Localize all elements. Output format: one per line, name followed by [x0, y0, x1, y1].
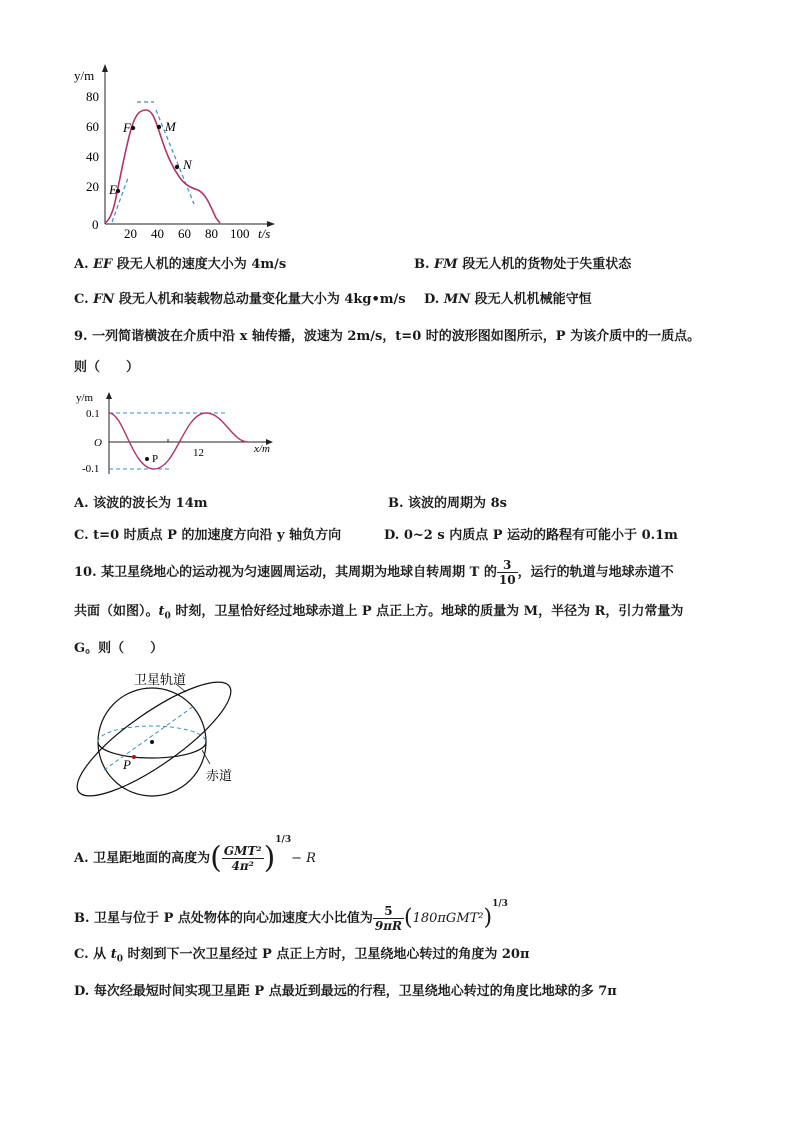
q9-stem-line-1: 9. 一列简谐横波在介质中沿 x 轴传播，波速为 2m/s，t=0 时的波形图如图所示，P 为该介质中的一质点。: [74, 329, 701, 344]
q8-c-var: FN: [93, 292, 115, 307]
q8-c-prefix: C.: [74, 292, 94, 307]
equator-label-leader: [202, 750, 210, 764]
q10-frac-den: 10: [498, 573, 516, 587]
q8-option-d: [424, 291, 592, 308]
x-tick-12: 12: [193, 447, 204, 459]
q10-a-text: A. 卫星距地面的高度为: [74, 851, 211, 866]
q10-a-tail: − R: [291, 851, 316, 866]
y-tick-80: 80: [86, 89, 99, 104]
q10-option-c: [74, 946, 529, 969]
y-tick-top: 0.1: [86, 408, 100, 420]
y-tick-bottom: -0.1: [82, 463, 100, 475]
q10-a-num: GMT²: [223, 844, 262, 858]
q8-b-prefix: B.: [414, 257, 435, 272]
y-axis-arrow: [102, 64, 108, 72]
y-axis-label: y/m: [74, 68, 95, 83]
q8-option-b: [414, 256, 631, 273]
point-p: [145, 457, 149, 461]
q8-option-c: [74, 291, 406, 308]
q8-c-text: 段无人机和装载物总动量变化量大小为 4kg•m/s: [114, 292, 406, 307]
q10-b-lparen: (: [403, 905, 413, 931]
label-n: N: [183, 157, 192, 172]
q10-stem-2b: 时刻，卫星恰好经过地球赤道上 P 点正上方。地球的质量为 M，半径为 R，引力常量为: [170, 604, 684, 619]
q10-option-a: [74, 818, 316, 881]
q8-d-text: 段无人机机械能守恒: [470, 292, 592, 307]
q10-b-den: 9πR: [374, 919, 402, 933]
label-p: P: [152, 453, 159, 465]
q10-stem-1b: ，运行的轨道与地球赤道不: [517, 565, 674, 580]
q9-wave-graph: [72, 388, 287, 480]
point-p: [132, 755, 136, 759]
q10-b-text: B. 卫星与位于 P 点处物体的向心加速度大小比值为: [74, 911, 373, 926]
q10-t0-sub: 0: [164, 611, 171, 622]
equator-label: 赤道: [206, 769, 233, 784]
q8-yt-graph: [70, 60, 290, 240]
q10-c-t0: t: [110, 947, 117, 962]
earth-center: [150, 740, 154, 744]
point-m: [157, 125, 161, 129]
x-tick-100: 100: [230, 226, 250, 240]
x-axis-label: x/m: [254, 443, 270, 455]
q10-option-d: D. 每次经最短时间实现卫星距 P 点最近到最远的行程，卫星绕地心转过的角度比地球的多 7π: [74, 984, 617, 999]
q8-a-text: 段无人机的速度大小为 4m/s: [112, 257, 287, 272]
label-p: P: [123, 757, 131, 772]
q8-a-prefix: A.: [74, 257, 94, 272]
q10-b-fraction: [373, 904, 404, 933]
q10-a-den: 4π²: [231, 859, 254, 873]
q9-option-a: A. 该波的波长为 14m: [74, 496, 208, 511]
q10-stem-1a: 10. 某卫星绕地心的运动视为匀速圆周运动，其周期为地球自转周期 T 的: [74, 565, 497, 580]
q10-t0: t: [158, 604, 165, 619]
label-m: M: [165, 119, 176, 134]
q10-c-text-1: C. 从: [74, 947, 111, 962]
q10-a-fraction: [222, 844, 264, 873]
x-tick-40: 40: [151, 226, 164, 240]
q10-stem-line-1: [74, 554, 674, 592]
q8-d-var: MN: [443, 292, 471, 307]
q8-a-var: EF: [93, 257, 113, 272]
q10-a-lparen: (: [210, 840, 222, 876]
q10-a-exp: 1/3: [275, 835, 292, 845]
q10-a-rparen: ): [263, 840, 276, 876]
q8-option-a: [74, 256, 286, 273]
q9-stem-line-2: 则（ ）: [74, 360, 140, 375]
wave-curve: [109, 413, 248, 469]
q10-orbit-figure: [68, 668, 248, 806]
y-tick-20: 20: [86, 179, 99, 194]
q8-d-prefix: D.: [424, 292, 444, 307]
q10-frac-num: 3: [497, 558, 518, 573]
q9-option-d: D. 0~2 s 内质点 P 运动的路程有可能小于 0.1m: [384, 528, 678, 543]
origin-label: O: [94, 437, 102, 449]
q10-b-inner: 180πGMT²: [412, 911, 484, 926]
x-tick-80: 80: [205, 226, 218, 240]
point-n: [175, 165, 179, 169]
y-tick-60: 60: [86, 119, 99, 134]
x-axis-label: t/s: [258, 226, 271, 240]
q10-option-b: [74, 882, 508, 941]
x-tick-60: 60: [178, 226, 191, 240]
q10-b-rparen: ): [483, 905, 493, 931]
q8-b-var: FM: [434, 257, 458, 272]
y-axis-arrow: [106, 392, 112, 399]
orbit-hidden: [104, 706, 194, 770]
y-axis-label: y/m: [76, 392, 94, 404]
x-tick-20: 20: [124, 226, 137, 240]
q10-period-fraction: [497, 558, 518, 587]
q10-c-t0-sub: 0: [116, 954, 123, 965]
q10-c-text-2: 时刻到下一次卫星经过 P 点正上方时，卫星绕地心转过的角度为 20π: [122, 947, 530, 962]
equator-back: [98, 726, 206, 742]
q8-b-text: 段无人机的货物处于失重状态: [457, 257, 632, 272]
q10-b-exp: 1/3: [492, 899, 508, 909]
label-e: E: [109, 182, 117, 197]
orbit-label: 卫星轨道: [134, 673, 187, 688]
q10-stem-2a: 共面（如图）。: [74, 604, 159, 619]
q10-b-num: 5: [373, 904, 404, 919]
q9-option-b: B. 该波的周期为 8s: [388, 496, 507, 511]
q10-stem-line-2: [74, 603, 683, 626]
y-tick-0: 0: [92, 217, 99, 232]
y-tick-40: 40: [86, 149, 99, 164]
q9-option-c: C. t=0 时质点 P 的加速度方向沿 y 轴负方向: [74, 528, 342, 543]
point-f: [131, 126, 135, 130]
label-f: F: [123, 120, 131, 135]
q10-stem-line-3: G。则（ ）: [74, 641, 164, 656]
